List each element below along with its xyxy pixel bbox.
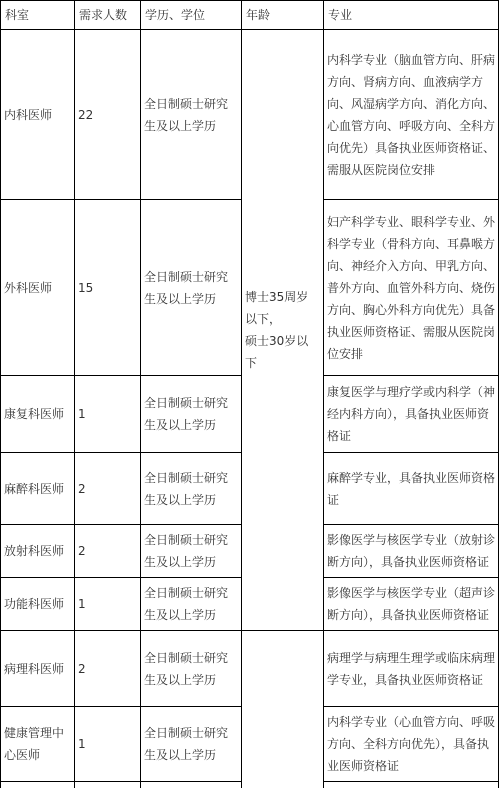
education-cell: 全日制硕士研究生及以上学历 bbox=[141, 453, 242, 525]
header-count: 需求人数 bbox=[75, 1, 141, 30]
partial-cell bbox=[75, 782, 141, 788]
department-cell: 功能科医师 bbox=[1, 578, 75, 631]
education-cell: 全日制硕士研究生及以上学历 bbox=[141, 200, 242, 376]
age-requirement-cell bbox=[242, 30, 324, 631]
table-row bbox=[1, 631, 499, 707]
major-cell: 麻醉学专业，具备执业医师资格证 bbox=[324, 453, 499, 525]
education-cell: 全日制硕士研究生及以上学历 bbox=[141, 578, 242, 631]
partial-cell bbox=[141, 782, 242, 788]
department-cell: 内科医师 bbox=[1, 30, 75, 200]
count-cell: 1 bbox=[75, 578, 141, 631]
age-requirement-empty-cell bbox=[242, 631, 324, 788]
department-cell: 麻醉科医师 bbox=[1, 453, 75, 525]
header-age: 年龄 bbox=[242, 1, 324, 30]
education-cell: 全日制硕士研究生及以上学历 bbox=[141, 30, 242, 200]
department-cell: 病理科医师 bbox=[1, 631, 75, 707]
education-cell: 全日制硕士研究生及以上学历 bbox=[141, 376, 242, 453]
count-cell: 2 bbox=[75, 631, 141, 707]
partial-cell bbox=[1, 782, 75, 788]
major-cell: 康复医学与理疗学或内科学（神经内科方向），具备执业医师资格证 bbox=[324, 376, 499, 453]
education-cell: 全日制硕士研究生及以上学历 bbox=[141, 525, 242, 578]
count-cell: 22 bbox=[75, 30, 141, 200]
major-cell: 影像医学与核医学专业（放射诊断方向），具备执业医师资格证 bbox=[324, 525, 499, 578]
age-doctor-text: 博士35周岁以下， bbox=[245, 290, 309, 326]
department-cell: 外科医师 bbox=[1, 200, 75, 376]
education-cell: 全日制硕士研究生及以上学历 bbox=[141, 631, 242, 707]
major-cell: 病理学与病理生理学或临床病理学专业，具备执业医师资格证 bbox=[324, 631, 499, 707]
major-cell: 影像医学与核医学专业（超声诊断方向），具备执业医师资格证 bbox=[324, 578, 499, 631]
education-cell: 全日制硕士研究生及以上学历 bbox=[141, 707, 242, 782]
major-cell: 妇产科学专业、眼科学专业、外科学专业（骨科方向、耳鼻喉方向、神经介入方向、甲乳方向、普外方向、血管外科方向、烧伤方向、胸心外科方向优先）具备执业医师资格证、需服从医院岗位安排 bbox=[324, 200, 499, 376]
header-major: 专业 bbox=[324, 1, 499, 30]
count-cell: 1 bbox=[75, 707, 141, 782]
table-header-row bbox=[1, 1, 499, 30]
department-cell: 放射科医师 bbox=[1, 525, 75, 578]
major-cell: 内科学专业（脑血管方向、肝病方向、肾病方向、血液病学方向、风湿病学方向、消化方向、心血管方向、呼吸方向、全科方向优先）具备执业医师资格证、需服从医院岗位安排 bbox=[324, 30, 499, 200]
count-cell: 2 bbox=[75, 525, 141, 578]
age-master-text: 硕士30岁以下 bbox=[245, 334, 309, 370]
department-cell: 康复科医师 bbox=[1, 376, 75, 453]
count-cell: 2 bbox=[75, 453, 141, 525]
table-row bbox=[1, 30, 499, 200]
department-cell: 健康管理中心医师 bbox=[1, 707, 75, 782]
major-cell: 内科学专业（心血管方向、呼吸方向、全科方向优先），具备执业医师资格证 bbox=[324, 707, 499, 782]
partial-cell bbox=[324, 782, 499, 788]
count-cell: 1 bbox=[75, 376, 141, 453]
header-department: 科室 bbox=[1, 1, 75, 30]
header-education: 学历、学位 bbox=[141, 1, 242, 30]
count-cell: 15 bbox=[75, 200, 141, 376]
